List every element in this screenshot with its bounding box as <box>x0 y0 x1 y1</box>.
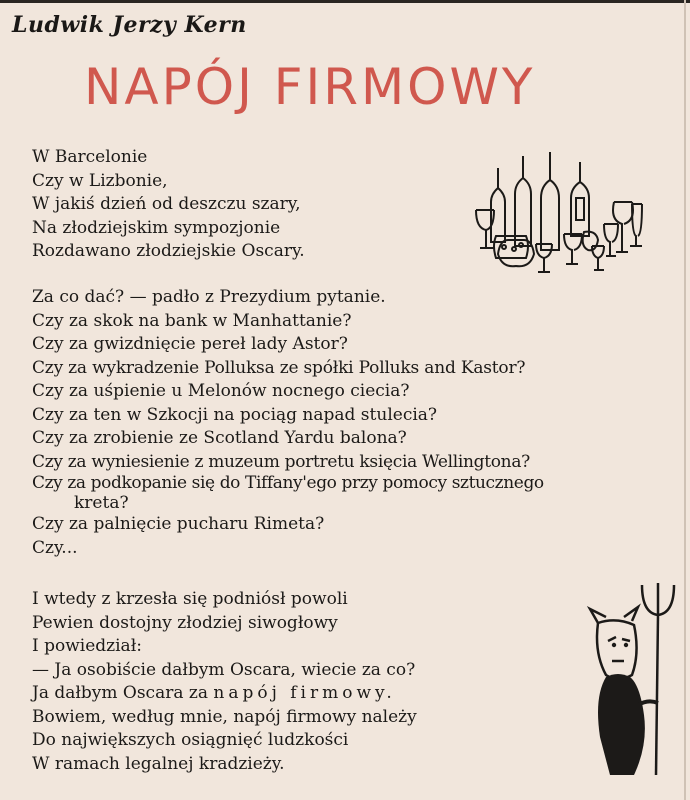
poem-line: Czy za skok na bank w Manhattanie? <box>32 310 352 331</box>
poem-line: Do największych osiągnięć ludzkości <box>32 730 349 750</box>
poem-line: Czy... <box>32 537 78 558</box>
stanza-1 <box>32 146 305 264</box>
poem-line: W Barcelonie <box>32 147 148 167</box>
spaced-emphasis: napój firmowy. <box>213 683 396 703</box>
stanza-2 <box>32 286 544 560</box>
poem-line: Za co dać? — padło z Prezydium pytanie. <box>32 287 386 307</box>
poem-line: W jakiś dzień od deszczu szary, <box>32 194 301 214</box>
stanza-3 <box>32 588 417 776</box>
bottles-glasses-illustration <box>468 148 648 280</box>
poem-line: — Ja osobiście dałbym Oscara, wiecie za co? <box>32 659 416 680</box>
poem-line: Czy za wyniesienie z muzeum portretu księcia Wellingtona? <box>32 451 530 472</box>
poem-line: Czy w Lizbonie, <box>32 170 168 191</box>
poem-line: I powiedział: <box>32 636 142 656</box>
poem-line: Czy za ten w Szkocji na pociąg napad stulecia? <box>32 404 438 425</box>
line-text: Ja dałbym Oscara za <box>32 683 208 703</box>
poem-line: Czy za wykradzenie Polluksa ze spółki Polluks and Kastor? <box>32 357 526 378</box>
poem-title: NAPÓJ FIRMOWY <box>84 58 536 116</box>
poem-line: I wtedy z krzesła się podniósł powoli <box>32 589 348 609</box>
poem-line: Bowiem, według mnie, napój firmowy należy <box>32 706 417 727</box>
poem-line: Czy za uśpienie u Melonów nocnego ciecia? <box>32 381 410 401</box>
top-rule <box>0 0 690 3</box>
poem-line: Czy za podkopanie się do Tiffany'ego przy pomocy sztucznego <box>32 473 544 493</box>
poem-line: Czy za gwizdnięcie pereł lady Astor? <box>32 334 348 354</box>
poem-line: kreta? <box>74 493 129 513</box>
poem-line: Czy za palnięcie pucharu Rimeta? <box>32 514 325 534</box>
poem-line: W ramach legalnej kradzieży. <box>32 753 285 774</box>
devil-with-pitchfork-illustration <box>584 575 684 775</box>
poem-line <box>32 682 417 706</box>
poem-line: Pewien dostojny złodziej siwogłowy <box>32 612 338 633</box>
poem-line: Czy za zrobienie ze Scotland Yardu balona? <box>32 428 407 448</box>
poem-line: Rozdawano złodziejskie Oscary. <box>32 241 305 261</box>
poem-line: Na złodziejskim sympozjonie <box>32 217 281 238</box>
column-rule <box>684 0 686 800</box>
author-name: Ludwik Jerzy Kern <box>12 12 247 38</box>
